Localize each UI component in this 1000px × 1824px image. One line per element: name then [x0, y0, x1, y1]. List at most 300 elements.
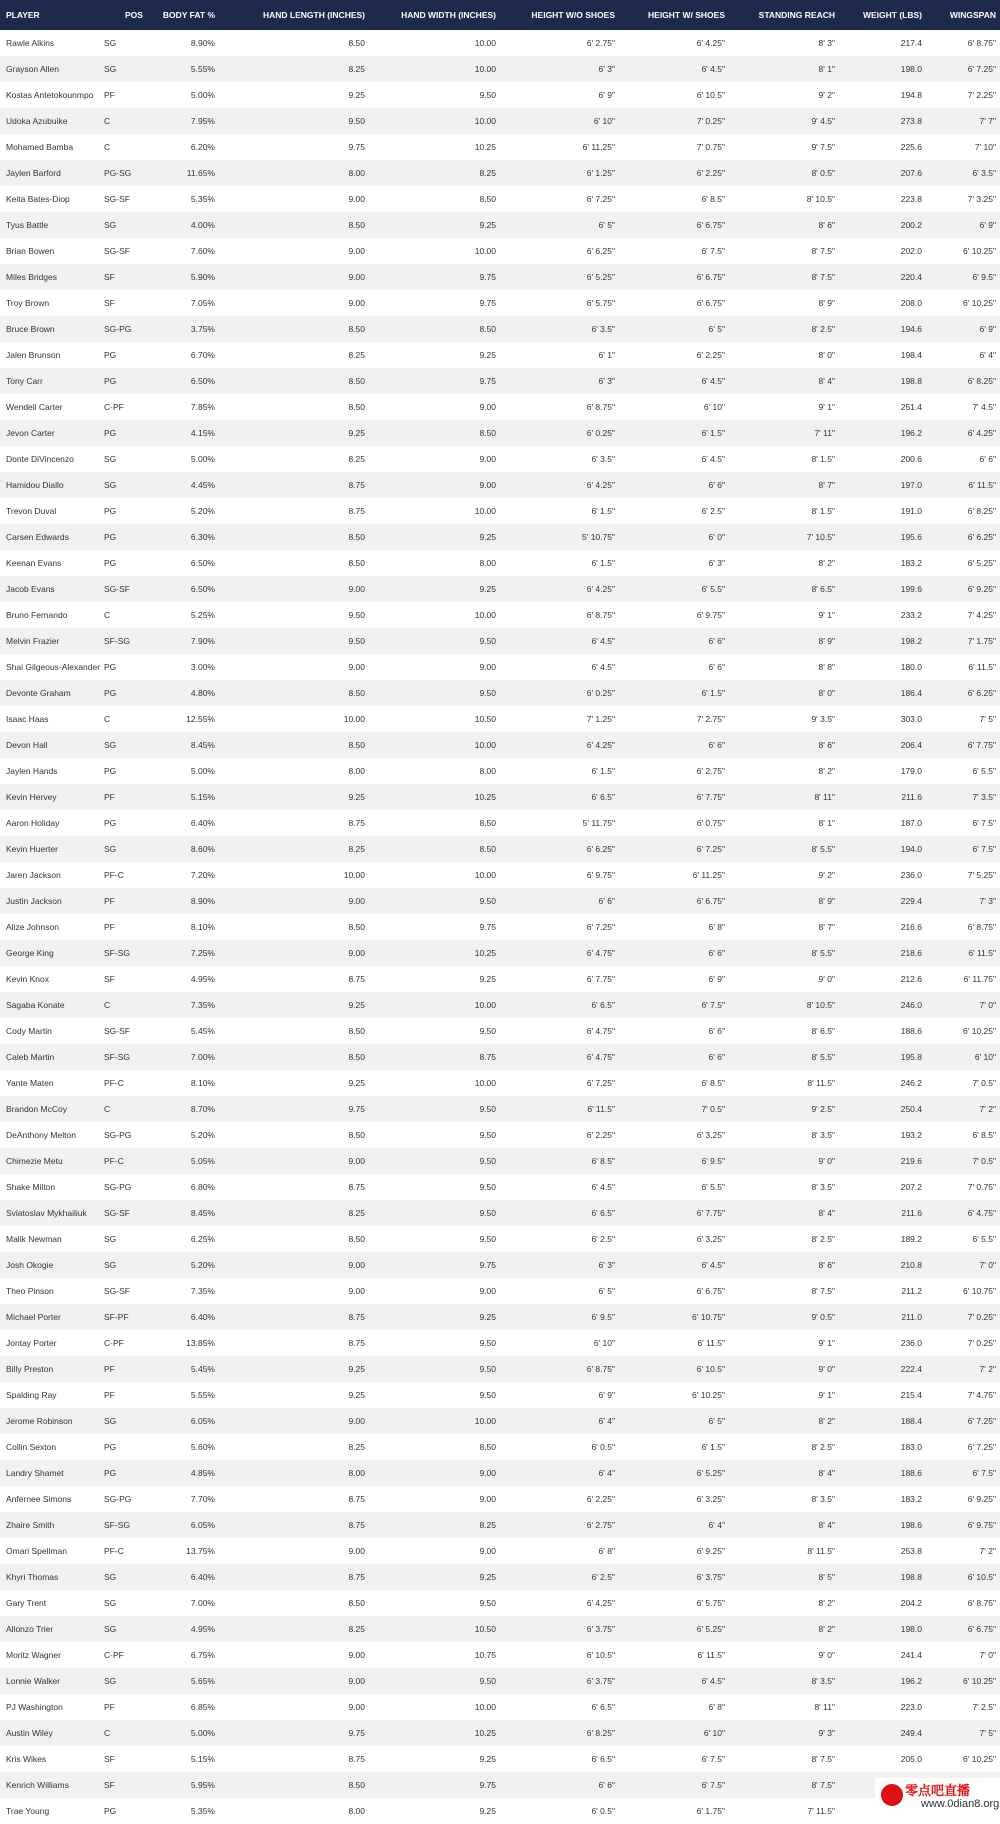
cell-standing-reach: 8' 7.5" — [811, 246, 835, 256]
table-row[interactable] — [0, 836, 1000, 862]
table-row[interactable] — [0, 940, 1000, 966]
cell-pos: SG-PG — [104, 1182, 132, 1192]
cell-body-fat: 7.90% — [190, 636, 215, 646]
cell-pos: SG — [104, 740, 117, 750]
cell-weight: 208.0 — [900, 298, 922, 308]
cell-weight: 211.2 — [901, 1286, 922, 1296]
cell-wingspan: 6' 8.75" — [967, 1598, 996, 1608]
col-weight[interactable]: WEIGHT (LBS) — [862, 10, 922, 20]
table-row[interactable] — [0, 680, 1000, 706]
cell-wingspan: 6' 11.5" — [968, 662, 996, 672]
table-row[interactable] — [0, 1330, 1000, 1356]
cell-height-w-shoes: 6' 10.5" — [696, 1364, 725, 1374]
cell-standing-reach: 9' 2" — [818, 90, 835, 100]
cell-height-wo-shoes: 6' 4.5" — [591, 636, 615, 646]
cell-height-wo-shoes: 6' 6" — [598, 1780, 615, 1790]
cell-body-fat: 7.70% — [190, 1494, 215, 1504]
table-row[interactable] — [0, 186, 1000, 212]
cell-player: Tyus Battle — [6, 220, 49, 230]
cell-height-w-shoes: 6' 5.5" — [701, 584, 725, 594]
cell-player: Josh Okogie — [6, 1260, 54, 1270]
cell-weight: 204.2 — [900, 1598, 922, 1608]
cell-pos: PF — [104, 1390, 115, 1400]
cell-standing-reach: 8' 8" — [818, 662, 835, 672]
table-row[interactable] — [0, 394, 1000, 420]
cell-standing-reach: 7' 11" — [814, 428, 835, 438]
cell-standing-reach: 8' 11" — [814, 792, 835, 802]
cell-player: Alize Johnson — [6, 922, 59, 932]
cell-player: Spalding Ray — [6, 1390, 57, 1400]
cell-pos: C-PF — [104, 1650, 124, 1660]
table-row[interactable] — [0, 1018, 1000, 1044]
cell-hand-length: 9.00 — [348, 194, 365, 204]
cell-player: Shake Milton — [6, 1182, 56, 1192]
col-standing-reach[interactable]: STANDING REACH — [758, 10, 835, 20]
cell-height-wo-shoes: 6' 3" — [598, 1260, 615, 1270]
cell-body-fat: 4.00% — [190, 220, 215, 230]
cell-pos: SG-SF — [104, 246, 130, 256]
cell-hand-width: 9.50 — [479, 1234, 496, 1244]
cell-weight: 229.4 — [900, 896, 922, 906]
cell-standing-reach: 8' 2" — [818, 1416, 835, 1426]
cell-hand-length: 10.00 — [343, 714, 365, 724]
cell-hand-length: 8.75 — [348, 1338, 365, 1348]
cell-hand-width: 9.25 — [479, 1572, 496, 1582]
table-row[interactable] — [0, 602, 1000, 628]
cell-wingspan: 6' 8.5" — [972, 1130, 996, 1140]
table-row[interactable] — [0, 1304, 1000, 1330]
cell-player: Kostas Antetokounmpo — [6, 90, 94, 100]
cell-player: Rawle Alkins — [6, 38, 55, 48]
cell-body-fat: 5.35% — [190, 194, 215, 204]
cell-player: Caleb Martin — [6, 1052, 55, 1062]
cell-wingspan: 6' 6.75" — [967, 1624, 996, 1634]
cell-wingspan: 6' 10.5" — [967, 1572, 996, 1582]
cell-height-wo-shoes: 6' 0.5" — [591, 1442, 615, 1452]
cell-weight: 205.0 — [900, 1754, 922, 1764]
cell-player: Bruce Brown — [6, 324, 55, 334]
table-row[interactable] — [0, 862, 1000, 888]
table-row[interactable] — [0, 498, 1000, 524]
cell-height-wo-shoes: 6' 5" — [598, 220, 615, 230]
table-row[interactable] — [0, 1096, 1000, 1122]
cell-weight: 198.2 — [900, 636, 922, 646]
cell-body-fat: 7.20% — [190, 870, 215, 880]
cell-hand-width: 9.25 — [479, 1754, 496, 1764]
cell-pos: SF — [104, 298, 115, 308]
cell-height-wo-shoes: 6' 4.5" — [591, 1182, 615, 1192]
cell-wingspan: 6' 3.5" — [972, 168, 996, 178]
cell-weight: 188.4 — [900, 1416, 922, 1426]
cell-body-fat: 5.60% — [190, 1442, 215, 1452]
cell-wingspan: 6' 7.25" — [967, 1442, 996, 1452]
col-pos[interactable]: POS — [125, 10, 143, 20]
col-height-w-shoes[interactable]: HEIGHT W/ SHOES — [648, 10, 725, 20]
cell-hand-width: 10.00 — [474, 740, 496, 750]
cell-hand-length: 8.75 — [348, 1494, 365, 1504]
cell-body-fat: 7.25% — [190, 948, 215, 958]
cell-hand-width: 10.75 — [474, 1650, 496, 1660]
cell-pos: PG — [104, 818, 117, 828]
table-row[interactable] — [0, 1720, 1000, 1746]
cell-player: Miles Bridges — [6, 272, 58, 282]
cell-hand-width: 8.50 — [479, 1442, 496, 1452]
cell-weight: 211.6 — [901, 1208, 922, 1218]
cell-hand-length: 8.75 — [348, 506, 365, 516]
table-row[interactable] — [0, 238, 1000, 264]
cell-wingspan: 7' 0" — [979, 1000, 996, 1010]
table-row[interactable] — [0, 1252, 1000, 1278]
cell-hand-length: 8.75 — [348, 1754, 365, 1764]
table-row[interactable] — [0, 1746, 1000, 1772]
table-row[interactable] — [0, 1356, 1000, 1382]
cell-player: Brian Bowen — [6, 246, 55, 256]
table-row[interactable] — [0, 82, 1000, 108]
cell-standing-reach: 8' 10.5" — [806, 194, 835, 204]
cell-wingspan: 7' 10" — [974, 142, 996, 152]
cell-standing-reach: 8' 3.5" — [811, 1130, 835, 1140]
cell-height-wo-shoes: 6' 4.25" — [586, 1598, 615, 1608]
table-row[interactable] — [0, 706, 1000, 732]
col-wingspan[interactable]: WINGSPAN — [949, 10, 996, 20]
table-row[interactable] — [0, 1408, 1000, 1434]
cell-height-wo-shoes: 6' 3" — [598, 376, 615, 386]
table-row[interactable] — [0, 1148, 1000, 1174]
cell-wingspan: 7' 0" — [979, 1650, 996, 1660]
cell-standing-reach: 8' 4" — [818, 1468, 835, 1478]
cell-pos: SF — [104, 974, 115, 984]
cell-standing-reach: 8' 1.5" — [811, 506, 835, 516]
cell-wingspan: 7' 0.25" — [967, 1338, 996, 1348]
cell-player: Devonte Graham — [6, 688, 71, 698]
cell-hand-length: 8.25 — [348, 64, 365, 74]
cell-standing-reach: 9' 3" — [818, 1728, 835, 1738]
cell-standing-reach: 9' 0" — [818, 1156, 835, 1166]
table-row[interactable] — [0, 524, 1000, 550]
cell-pos: SG — [104, 38, 117, 48]
cell-height-w-shoes: 6' 1.5" — [701, 688, 725, 698]
cell-wingspan: 7' 3.5" — [972, 792, 996, 802]
cell-standing-reach: 7' 10.5" — [806, 532, 835, 542]
table-row[interactable] — [0, 1122, 1000, 1148]
cell-hand-width: 10.00 — [474, 1000, 496, 1010]
table-row[interactable] — [0, 1434, 1000, 1460]
cell-wingspan: 7' 7" — [979, 116, 996, 126]
table-row[interactable] — [0, 628, 1000, 654]
cell-height-wo-shoes: 6' 3.5" — [591, 324, 615, 334]
table-row[interactable] — [0, 30, 1000, 56]
cell-weight: 199.6 — [900, 584, 922, 594]
table-row[interactable] — [0, 1200, 1000, 1226]
cell-hand-width: 9.50 — [479, 90, 496, 100]
table-row[interactable] — [0, 1642, 1000, 1668]
cell-height-w-shoes: 6' 7.5" — [701, 246, 725, 256]
cell-player: Theo Pinson — [6, 1286, 54, 1296]
cell-player: Kris Wikes — [6, 1754, 47, 1764]
cell-hand-width: 8.00 — [479, 558, 496, 568]
table-row[interactable] — [0, 1668, 1000, 1694]
cell-height-w-shoes: 6' 2.75" — [696, 766, 725, 776]
table-row[interactable] — [0, 472, 1000, 498]
table-header — [0, 0, 1000, 30]
cell-body-fat: 5.65% — [190, 1676, 215, 1686]
table-row[interactable] — [0, 1278, 1000, 1304]
cell-pos: PF — [104, 896, 115, 906]
cell-pos: SF-SG — [104, 948, 130, 958]
cell-wingspan: 6' 9.75" — [967, 1520, 996, 1530]
cell-hand-width: 10.50 — [474, 1624, 496, 1634]
cell-pos: SG — [104, 64, 117, 74]
table-row[interactable] — [0, 56, 1000, 82]
table-row[interactable] — [0, 1590, 1000, 1616]
cell-pos: SG — [104, 1234, 117, 1244]
cell-weight: 188.6 — [900, 1468, 922, 1478]
table-row[interactable] — [0, 160, 1000, 186]
table-row[interactable] — [0, 1070, 1000, 1096]
table-row[interactable] — [0, 810, 1000, 836]
cell-pos: PG — [104, 1442, 117, 1452]
cell-pos: PG — [104, 558, 117, 568]
cell-height-w-shoes: 6' 7.5" — [701, 1000, 725, 1010]
cell-height-w-shoes: 6' 4.25" — [696, 38, 725, 48]
cell-height-w-shoes: 6' 3.25" — [696, 1130, 725, 1140]
cell-standing-reach: 8' 10.5" — [806, 1000, 835, 1010]
cell-hand-length: 8.00 — [348, 1806, 365, 1816]
cell-standing-reach: 8' 6" — [818, 740, 835, 750]
cell-pos: SF-SG — [104, 1520, 130, 1530]
cell-body-fat: 6.50% — [190, 376, 215, 386]
table-row[interactable] — [0, 1616, 1000, 1642]
table-row[interactable] — [0, 1564, 1000, 1590]
table-row[interactable] — [0, 264, 1000, 290]
cell-pos: SF-SG — [104, 636, 130, 646]
table-row[interactable] — [0, 1772, 1000, 1798]
cell-height-wo-shoes: 6' 2.75" — [586, 38, 615, 48]
table-row[interactable] — [0, 966, 1000, 992]
cell-height-w-shoes: 6' 10.25" — [692, 1390, 725, 1400]
cell-hand-length: 8.25 — [348, 1624, 365, 1634]
table-row[interactable] — [0, 368, 1000, 394]
cell-pos: SG-PG — [104, 1130, 132, 1140]
table-row[interactable] — [0, 420, 1000, 446]
cell-hand-width: 9.50 — [479, 896, 496, 906]
cell-pos: SG — [104, 480, 117, 490]
table-row[interactable] — [0, 1226, 1000, 1252]
cell-height-w-shoes: 6' 6" — [708, 636, 725, 646]
cell-height-wo-shoes: 6' 4" — [598, 1416, 615, 1426]
table-row[interactable] — [0, 1044, 1000, 1070]
cell-weight: 189.2 — [900, 1234, 922, 1244]
cell-standing-reach: 9' 2.5" — [811, 1104, 835, 1114]
cell-body-fat: 5.45% — [190, 1364, 215, 1374]
cell-player: Sviatoslav Mykhailiuk — [6, 1208, 87, 1218]
cell-standing-reach: 9' 0" — [818, 1364, 835, 1374]
col-hand-length[interactable]: HAND LENGTH (INCHES) — [263, 10, 365, 20]
cell-height-wo-shoes: 6' 3.5" — [591, 454, 615, 464]
table-row[interactable] — [0, 1512, 1000, 1538]
cell-player: Yante Maten — [6, 1078, 54, 1088]
cell-player: Michael Porter — [6, 1312, 61, 1322]
cell-height-w-shoes: 6' 1.5" — [701, 428, 725, 438]
cell-hand-length: 9.00 — [348, 1676, 365, 1686]
table-row[interactable] — [0, 1486, 1000, 1512]
cell-height-wo-shoes: 6' 4.5" — [591, 662, 615, 672]
cell-pos: C — [104, 610, 111, 620]
cell-pos: C — [104, 1728, 111, 1738]
cell-height-wo-shoes: 6' 8.75" — [586, 1364, 615, 1374]
cell-body-fat: 8.10% — [190, 1078, 215, 1088]
cell-player: Troy Brown — [6, 298, 50, 308]
cell-standing-reach: 8' 6.5" — [811, 1026, 835, 1036]
cell-player: Bruno Fernando — [6, 610, 68, 620]
cell-height-w-shoes: 6' 7.5" — [701, 1780, 725, 1790]
cell-player: Jevon Carter — [6, 428, 55, 438]
cell-height-wo-shoes: 6' 6.25" — [586, 844, 615, 854]
cell-wingspan: 6' 10.75" — [963, 1286, 996, 1296]
cell-hand-length: 8.75 — [348, 974, 365, 984]
table-row[interactable] — [0, 1460, 1000, 1486]
cell-standing-reach: 9' 1" — [818, 402, 835, 412]
cell-player: Jontay Porter — [6, 1338, 57, 1348]
cell-wingspan: 6' 11.75" — [963, 974, 996, 984]
table-row[interactable] — [0, 576, 1000, 602]
cell-hand-width: 8.50 — [479, 844, 496, 854]
cell-hand-width: 9.75 — [479, 272, 496, 282]
cell-pos: PF — [104, 922, 115, 932]
cell-weight: 198.4 — [900, 350, 922, 360]
cell-height-wo-shoes: 6' 1.25" — [586, 168, 615, 178]
table-row[interactable] — [0, 758, 1000, 784]
cell-hand-length: 8.75 — [348, 1520, 365, 1530]
cell-hand-length: 9.25 — [348, 1390, 365, 1400]
table-row[interactable] — [0, 212, 1000, 238]
cell-height-w-shoes: 6' 6.75" — [696, 298, 725, 308]
cell-wingspan: 6' 4.25" — [967, 428, 996, 438]
cell-height-w-shoes: 6' 1.75" — [696, 1806, 725, 1816]
cell-player: Brandon McCoy — [6, 1104, 67, 1114]
cell-height-w-shoes: 6' 4.5" — [701, 1260, 725, 1270]
cell-height-wo-shoes: 6' 6.5" — [591, 1000, 615, 1010]
cell-body-fat: 12.55% — [186, 714, 215, 724]
cell-hand-length: 8.50 — [348, 558, 365, 568]
cell-wingspan: 6' 8.25" — [967, 506, 996, 516]
cell-pos: PG — [104, 506, 117, 516]
cell-body-fat: 6.50% — [190, 584, 215, 594]
cell-height-w-shoes: 6' 7.75" — [696, 792, 725, 802]
table-row[interactable] — [0, 108, 1000, 134]
cell-weight: 218.6 — [900, 948, 922, 958]
cell-body-fat: 5.15% — [190, 1754, 215, 1764]
cell-pos: SG — [104, 1260, 117, 1270]
cell-body-fat: 6.40% — [190, 818, 215, 828]
table-row[interactable] — [0, 1694, 1000, 1720]
cell-height-w-shoes: 6' 10.5" — [696, 90, 725, 100]
cell-body-fat: 8.45% — [190, 1208, 215, 1218]
table-row[interactable] — [0, 732, 1000, 758]
col-player[interactable]: PLAYER — [6, 10, 40, 20]
col-body-fat[interactable]: BODY FAT % — [162, 10, 215, 20]
table-row[interactable] — [0, 654, 1000, 680]
cell-body-fat: 5.00% — [190, 454, 215, 464]
cell-height-w-shoes: 6' 6.75" — [696, 272, 725, 282]
table-row[interactable] — [0, 134, 1000, 160]
cell-standing-reach: 9' 3.5" — [811, 714, 835, 724]
cell-hand-width: 9.50 — [479, 1208, 496, 1218]
cell-player: Gary Trent — [6, 1598, 47, 1608]
table-row[interactable] — [0, 1538, 1000, 1564]
cell-weight: 236.0 — [900, 1338, 922, 1348]
table-row[interactable] — [0, 888, 1000, 914]
cell-hand-width: 8.50 — [479, 194, 496, 204]
cell-height-wo-shoes: 6' 4.25" — [586, 480, 615, 490]
cell-hand-length: 8.50 — [348, 324, 365, 334]
table-row[interactable] — [0, 992, 1000, 1018]
cell-hand-length: 9.25 — [348, 428, 365, 438]
cell-body-fat: 11.65% — [186, 168, 215, 178]
cell-standing-reach: 8' 7.5" — [811, 1286, 835, 1296]
table-row[interactable] — [0, 1798, 1000, 1824]
table-row[interactable] — [0, 316, 1000, 342]
table-row[interactable] — [0, 784, 1000, 810]
cell-player: Devon Hall — [6, 740, 48, 750]
cell-height-wo-shoes: 6' 1.5" — [591, 558, 615, 568]
cell-standing-reach: 8' 2" — [818, 558, 835, 568]
col-hand-width[interactable]: HAND WIDTH (INCHES) — [401, 10, 496, 20]
cell-standing-reach: 9' 1" — [818, 1390, 835, 1400]
cell-hand-width: 10.00 — [474, 1702, 496, 1712]
cell-body-fat: 5.15% — [190, 792, 215, 802]
cell-wingspan: 6' 4" — [979, 350, 996, 360]
cell-hand-width: 9.50 — [479, 1598, 496, 1608]
cell-pos: PG — [104, 1468, 117, 1478]
cell-hand-width: 9.75 — [479, 376, 496, 386]
cell-height-wo-shoes: 6' 8.75" — [586, 610, 615, 620]
table-row[interactable] — [0, 550, 1000, 576]
table-row[interactable] — [0, 1174, 1000, 1200]
cell-hand-length: 8.75 — [348, 1572, 365, 1582]
cell-weight: 251.4 — [900, 402, 922, 412]
cell-weight: 207.2 — [900, 1182, 922, 1192]
cell-hand-width: 8.50 — [479, 324, 496, 334]
cell-weight: 212.6 — [900, 974, 922, 984]
cell-standing-reach: 9' 4.5" — [811, 116, 835, 126]
cell-wingspan: 7' 4.25" — [967, 610, 996, 620]
cell-pos: SF-PF — [104, 1312, 129, 1322]
cell-body-fat: 4.15% — [190, 428, 215, 438]
table-row[interactable] — [0, 914, 1000, 940]
cell-body-fat: 5.00% — [190, 766, 215, 776]
cell-body-fat: 13.85% — [186, 1338, 215, 1348]
cell-height-wo-shoes: 6' 8.5" — [591, 1156, 615, 1166]
cell-height-wo-shoes: 6' 6.5" — [591, 1702, 615, 1712]
cell-height-w-shoes: 6' 4.5" — [701, 376, 725, 386]
cell-height-wo-shoes: 6' 6.5" — [591, 792, 615, 802]
cell-weight: 246.2 — [900, 1078, 922, 1088]
cell-hand-length: 8.00 — [348, 1468, 365, 1478]
table-row[interactable] — [0, 1382, 1000, 1408]
cell-player: Grayson Allen — [6, 64, 59, 74]
cell-wingspan: 7' 2" — [979, 1546, 996, 1556]
cell-body-fat: 6.85% — [190, 1702, 215, 1712]
cell-pos: PF-C — [104, 1156, 124, 1166]
cell-wingspan: 7' 0.75" — [967, 1182, 996, 1192]
table-row[interactable] — [0, 290, 1000, 316]
cell-player: Carsen Edwards — [6, 532, 69, 542]
col-height-wo-shoes[interactable]: HEIGHT W/O SHOES — [531, 10, 615, 20]
table-row[interactable] — [0, 342, 1000, 368]
table-row[interactable] — [0, 446, 1000, 472]
cell-standing-reach: 8' 0" — [818, 688, 835, 698]
